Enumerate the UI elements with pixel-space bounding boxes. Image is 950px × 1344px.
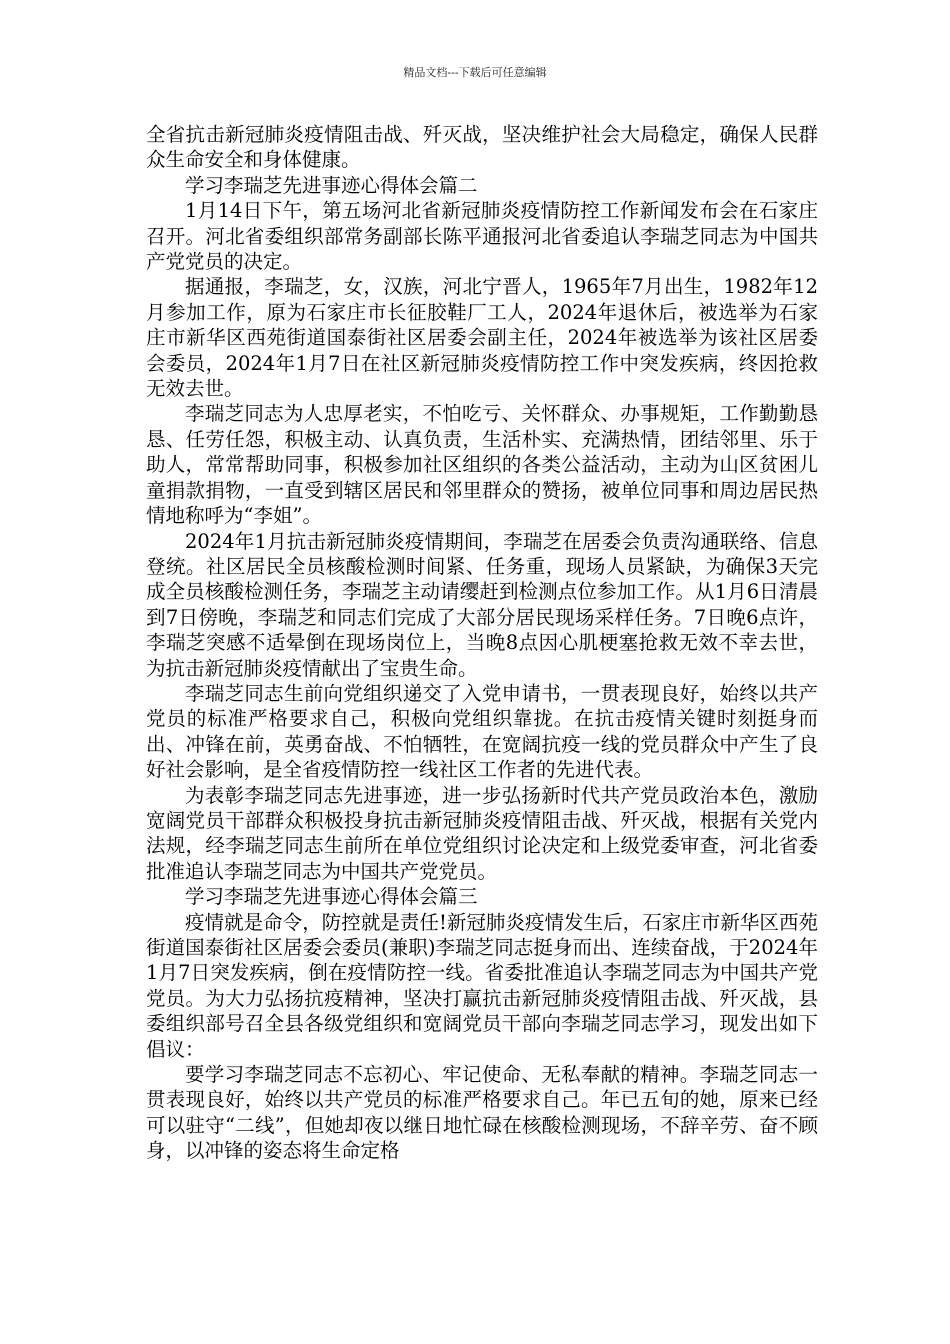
document-body [146,122,818,1164]
body-paragraph: 为表彰李瑞芝同志先进事迹，进一步弘扬新时代共产党员政治本色，激励宽阔党员干部群众积极投身抗击新冠肺炎疫情阻击战、歼灭战，根据有关党内法规，经李瑞芝同志生前所在单位党组织讨论决定和上级党委审查，河北省委批准追认李瑞芝同志为中国共产党党员。 [146,783,818,883]
body-paragraph: 2024年1月抗击新冠肺炎疫情期间，李瑞芝在居委会负责沟通联络、信息登统。社区居民全员核酸检测时间紧、任务重，现场人员紧缺，为确保3天完成全员核酸检测任务，李瑞芝主动请缨赶到检测点位参加工作。从1月6日清晨到7日傍晚，李瑞芝和同志们完成了大部分居民现场采样任务。7日晚6点许，李瑞芝突感不适晕倒在现场岗位上，当晚8点因心肌梗塞抢救无效不幸去世，为抗击新冠肺炎疫情献出了宝贵生命。 [146,529,818,680]
body-paragraph: 要学习李瑞芝同志不忘初心、牢记使命、无私奉献的精神。李瑞芝同志一贯表现良好，始终以共产党员的标准严格要求自己。年已五旬的她，原来已经可以驻守“二线”，但她却夜以继日地忙碌在核酸检测现场，不辞辛劳、奋不顾身，以冲锋的姿态将生命定格 [146,1063,818,1163]
section-heading: 学习李瑞芝先进事迹心得体会篇二 [185,173,478,197]
body-paragraph: 据通报，李瑞芝，女，汉族，河北宁晋人，1965年7月出生，1982年12月参加工作，原为石家庄市长征胶鞋厂工人，2024年退休后，被选举为石家庄市新华区西苑街道国泰街社区居委会副主任，2024年被选举为该社区居委会委员，2024年1月7日在社区新冠肺炎疫情防控工作中突发疾病，终因抢救无效去世。 [146,275,818,401]
section-heading: 学习李瑞芝先进事迹心得体会篇三 [185,885,478,909]
body-paragraph: 疫情就是命令，防控就是责任!新冠肺炎疫情发生后，石家庄市新华区西苑街道国泰街社区居委会委员(兼职)李瑞芝同志挺身而出、连续奋战，于2024年1月7日突发疾病，倒在疫情防控一线。省委批准追认李瑞芝同志为中国共产党党员。为大力弘扬抗疫精神，坚决打赢抗击新冠肺炎疫情阻击战、歼灭战，县委组织部号召全县各级党组织和宽阔党员干部向李瑞芝同志学习，现发出如下倡议： [146,910,818,1061]
body-paragraph: 全省抗击新冠肺炎疫情阻击战、歼灭战，坚决维护社会大局稳定，确保人民群众生命安全和身体健康。 [146,123,818,172]
body-paragraph: 李瑞芝同志为人忠厚老实，不怕吃亏、关怀群众、办事规矩，工作勤勤恳恳、任劳任怨，积极主动、认真负责，生活朴实、充满热情，团结邻里、乐于助人，常常帮助同事，积极参加社区组织的各类公益活动，主动为山区贫困儿童捐款捐物，一直受到辖区居民和邻里群众的赞扬，被单位同事和周边居民热情地称呼为“李姐”。 [146,402,818,528]
page-header: 精品文档---下载后可任意编辑 [403,66,547,79]
body-paragraph: 李瑞芝同志生前向党组织递交了入党申请书，一贯表现良好，始终以共产党员的标准严格要求自己，积极向党组织靠拢。在抗击疫情关键时刻挺身而出、冲锋在前，英勇奋战、不怕牺牲，在宽阔抗疫一线的党员群众中产生了良好社会影响，是全省疫情防控一线社区工作者的先进代表。 [146,681,818,782]
body-paragraph: 1月14日下午，第五场河北省新冠肺炎疫情防控工作新闻发布会在石家庄召开。河北省委组织部常务副部长陈平通报河北省委追认李瑞芝同志为中国共产党党员的决定。 [146,199,818,274]
